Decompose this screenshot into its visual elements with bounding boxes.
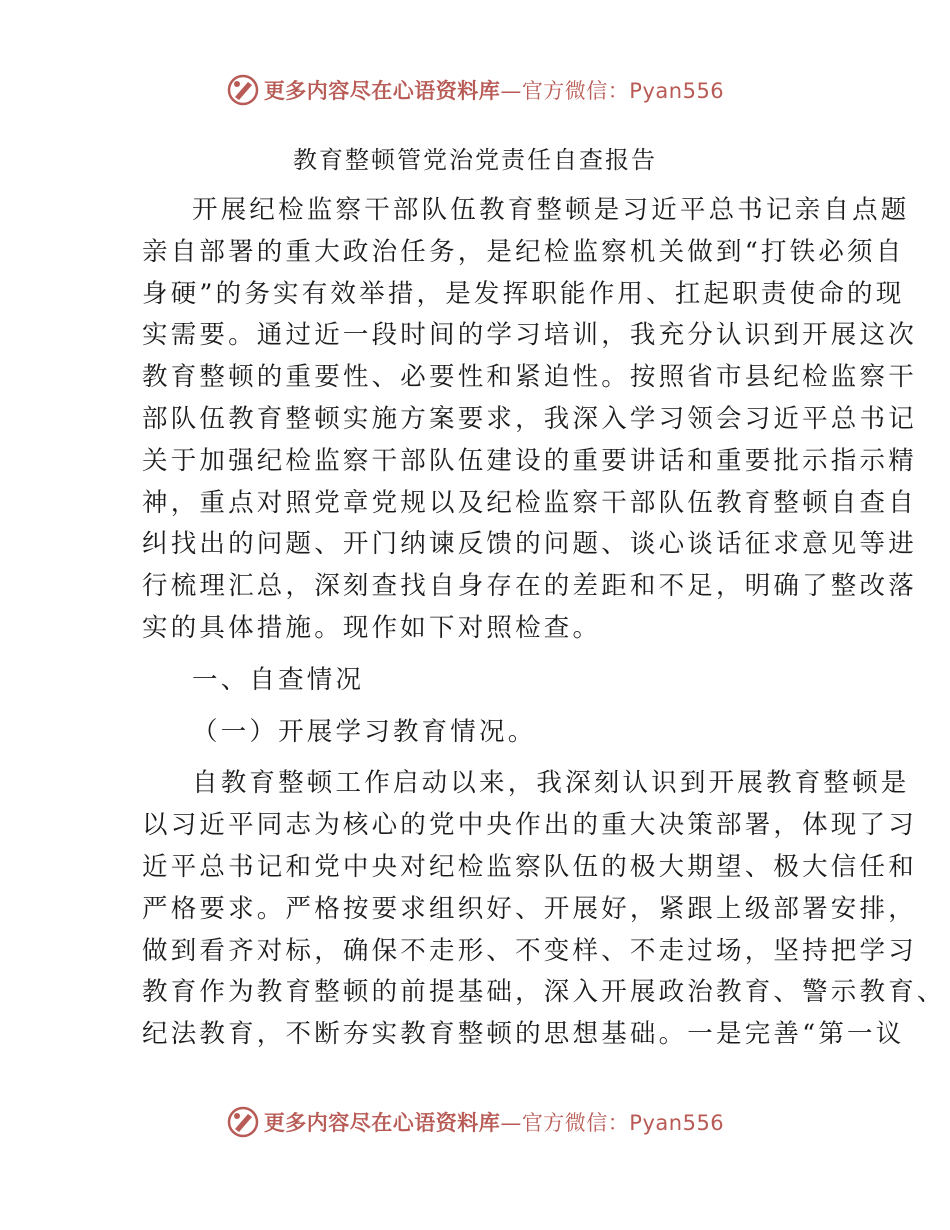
watermark-text: 更多内容尽在心语资料库—官方微信：Pyan556 [263,1111,725,1135]
header-watermark [0,70,950,110]
paragraph-line: 关于加强纪检监察干部队伍建设的重要讲话和重要批示指示精 [142,445,917,476]
paragraph-line: 身硬”的务实有效举措，是发挥职能作用、扛起职责使命的现 [142,278,905,309]
subsection-heading: （一）开展学习教育情况。 [192,716,537,747]
paragraph-line: 严格要求。严格按要求组织好、开展好，紧跟上级部署安排， [142,893,917,924]
brand-logo-icon [226,1105,260,1139]
paragraph-line: 纪法教育，不断夯实教育整顿的思想基础。一是完善“第一议 [142,1019,905,1050]
footer-watermark [0,1102,950,1142]
paragraph-line: 行梳理汇总，深刻查找自身存在的差距和不足，明确了整改落 [142,571,917,602]
document-body [142,190,946,1056]
paragraph-line: 神，重点对照党章党规以及纪检监察干部队伍教育整顿自查自 [142,487,917,518]
paragraph-line: 教育作为教育整顿的前提基础，深入开展政治教育、警示教育、 [142,977,946,1008]
paragraph-line: 纠找出的问题、开门纳谏反馈的问题、谈心谈话征求意见等进 [142,529,917,560]
paragraph-line: 实需要。通过近一段时间的学习培训，我充分认识到开展这次 [142,320,917,351]
brand-logo-icon [226,73,260,107]
watermark-text: 更多内容尽在心语资料库—官方微信：Pyan556 [263,79,725,103]
section-heading: 一、自查情况 [192,664,365,695]
paragraph-line: 亲自部署的重大政治任务，是纪检监察机关做到“打铁必须自 [142,236,905,267]
paragraph-line: 实的具体措施。现作如下对照检查。 [142,612,602,643]
paragraph-line: 教育整顿的重要性、必要性和紧迫性。按照省市县纪检监察干 [142,362,917,393]
paragraph-line: 以习近平同志为核心的党中央作出的重大决策部署，体现了习 [142,810,917,841]
paragraph-line: 自教育整顿工作启动以来，我深刻认识到开展教育整顿是 [192,768,910,799]
paragraph-line: 开展纪检监察干部队伍教育整顿是习近平总书记亲自点题 [192,195,910,225]
paragraph-line: 做到看齐对标，确保不走形、不变样、不走过场，坚持把学习 [142,935,917,966]
paragraph-line: 近平总书记和党中央对纪检监察队伍的极大期望、极大信任和 [142,851,917,882]
document-title: 教育整顿管党治党责任自查报告 [293,146,657,174]
paragraph-line: 部队伍教育整顿实施方案要求，我深入学习领会习近平总书记 [142,403,917,434]
